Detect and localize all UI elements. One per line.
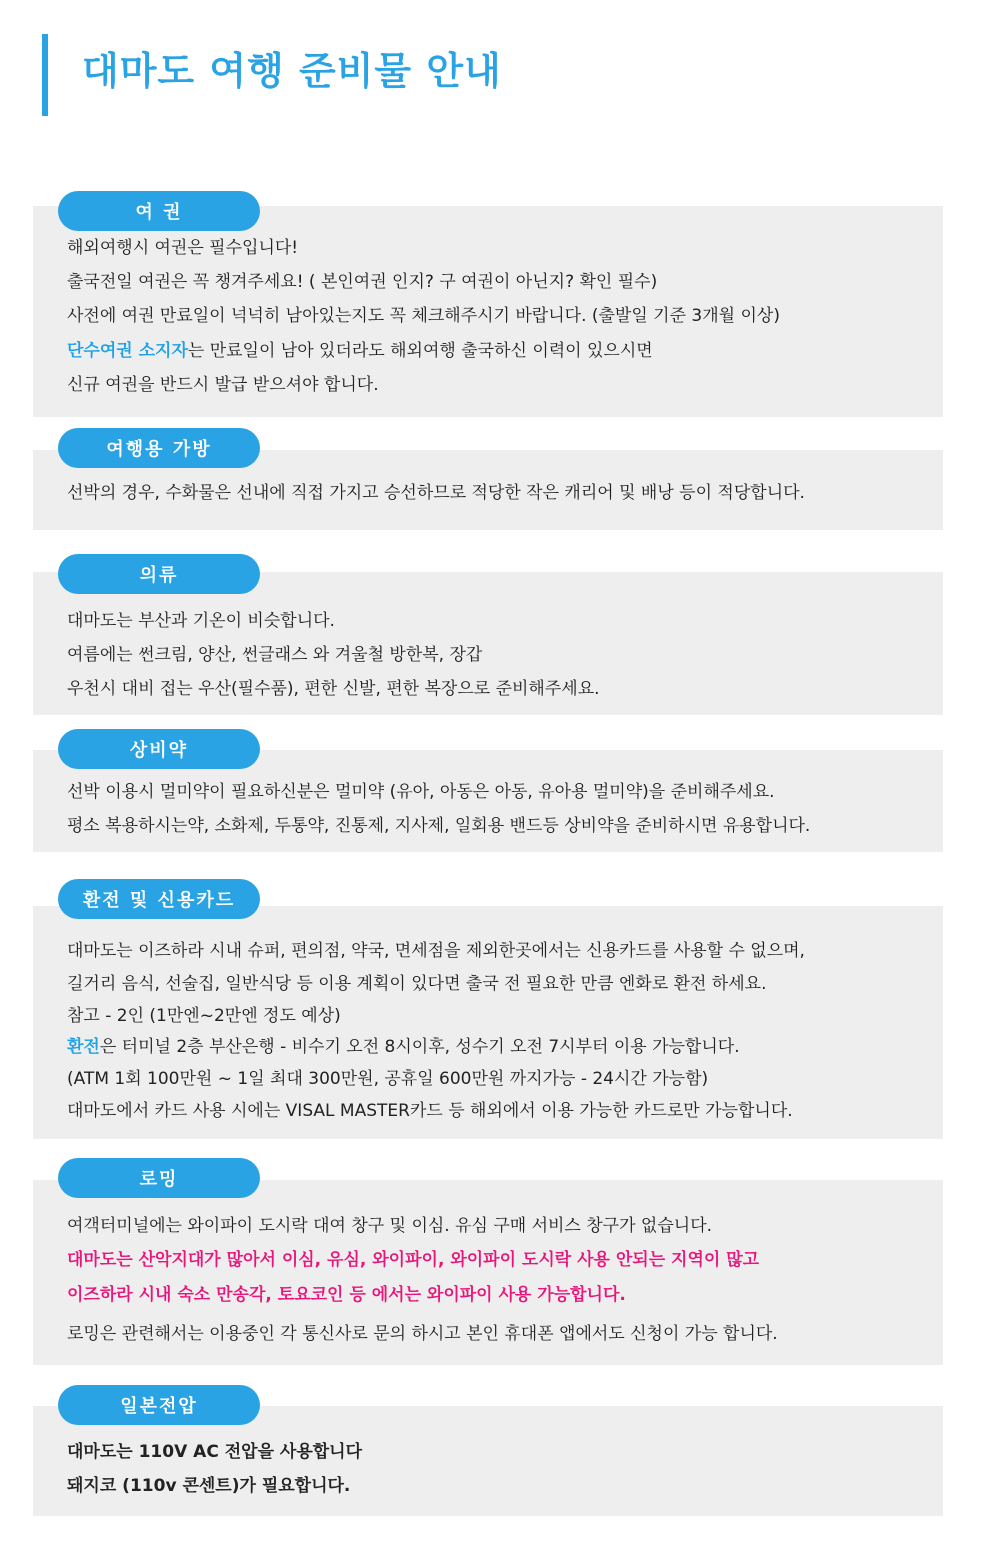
roaming-line-4: 로밍은 관련해서는 이용중인 각 통신사로 문의 하시고 본인 휴대폰 앱에서도 신청이 가능 합니다. [67,1324,778,1344]
roaming-heading: 로밍 [58,1158,260,1198]
exchange-heading: 환전 및 신용카드 [58,879,260,919]
single-passport-highlight: 단수여권 소지자 [67,341,188,361]
clothing-line-1: 대마도는 부산과 기온이 비슷합니다. [67,611,335,631]
voltage-heading: 일본전압 [58,1385,260,1425]
exchange-line-2: 길거리 음식, 선술집, 일반식당 등 이용 계획이 있다면 출국 전 필요한 만큼 엔화로 환전 하세요. [67,974,767,994]
exchange-line-3: 참고 - 2인 (1만엔~2만엔 정도 예상) [67,1006,341,1026]
passport-line-1: 해외여행시 여권은 필수입니다! [67,238,299,258]
passport-line-2: 출국전일 여권은 꼭 챙겨주세요! ( 본인여권 인지? 구 여권이 아닌지? 확인 필수) [67,272,658,292]
medicine-heading: 상비약 [58,729,260,769]
title-accent-bar [42,34,48,116]
exchange-line-4 [67,1036,740,1058]
clothing-heading: 의류 [58,554,260,594]
exchange-line-1: 대마도는 이즈하라 시내 슈퍼, 편의점, 약국, 면세점을 제외한곳에서는 신용카드를 사용할 수 없으며, [67,941,805,961]
page-title: 대마도 여행 준비물 안내 [82,49,502,93]
passport-heading: 여 권 [58,191,260,231]
roaming-warning-line-1: 대마도는 산악지대가 많아서 이심, 유심, 와이파이, 와이파이 도시락 사용 안되는 지역이 많고 [67,1250,760,1270]
voltage-line-1: 대마도는 110V AC 전압을 사용합니다 [67,1442,363,1462]
medicine-line-2: 평소 복용하시는약, 소화제, 두통약, 진통제, 지사제, 일회용 밴드등 상비약을 준비하시면 유용합니다. [67,816,811,836]
luggage-line-1: 선박의 경우, 수화물은 선내에 직접 가지고 승선하므로 적당한 작은 캐리어 및 배낭 등이 적당합니다. [67,483,805,503]
exchange-line-6: 대마도에서 카드 사용 시에는 VISAL MASTER카드 등 해외에서 이용 가능한 카드로만 가능합니다. [67,1101,793,1121]
clothing-line-3: 우천시 대비 접는 우산(필수품), 편한 신발, 편한 복장으로 준비해주세요. [67,679,600,699]
exchange-highlight: 환전 [67,1037,100,1057]
clothing-line-2: 여름에는 썬크림, 양산, 썬글래스 와 겨울철 방한복, 장갑 [67,645,483,665]
passport-line-5: 신규 여권을 반드시 발급 받으셔야 합니다. [67,375,379,395]
medicine-line-1: 선박 이용시 멀미약이 필요하신분은 멀미약 (유아, 아동은 아동, 유아용 멀미약)을 준비해주세요. [67,782,775,802]
passport-line-3: 사전에 여권 만료일이 넉넉히 남아있는지도 꼭 체크해주시기 바랍니다. (출발일 기준 3개월 이상) [67,306,780,326]
exchange-line-5: (ATM 1회 100만원 ~ 1일 최대 300만원, 공휴일 600만원 까지가능 - 24시간 가능함) [67,1069,709,1089]
exchange-line-4-text: 은 터미널 2층 부산은행 - 비수기 오전 8시이후, 성수기 오전 7시부터 이용 가능합니다. [99,1037,740,1057]
roaming-line-1: 여객터미널에는 와이파이 도시락 대여 창구 및 이심. 유심 구매 서비스 창구가 없습니다. [67,1216,713,1236]
passport-line-4 [67,340,653,362]
luggage-heading: 여행용 가방 [58,428,260,468]
voltage-line-2: 돼지코 (110v 콘센트)가 필요합니다. [67,1476,351,1496]
passport-line-4-text: 는 만료일이 남아 있더라도 해외여행 출국하신 이력이 있으시면 [187,341,653,361]
roaming-warning-line-2: 이즈하라 시내 숙소 만송각, 토요코인 등 에서는 와이파이 사용 가능합니다. [67,1285,626,1305]
